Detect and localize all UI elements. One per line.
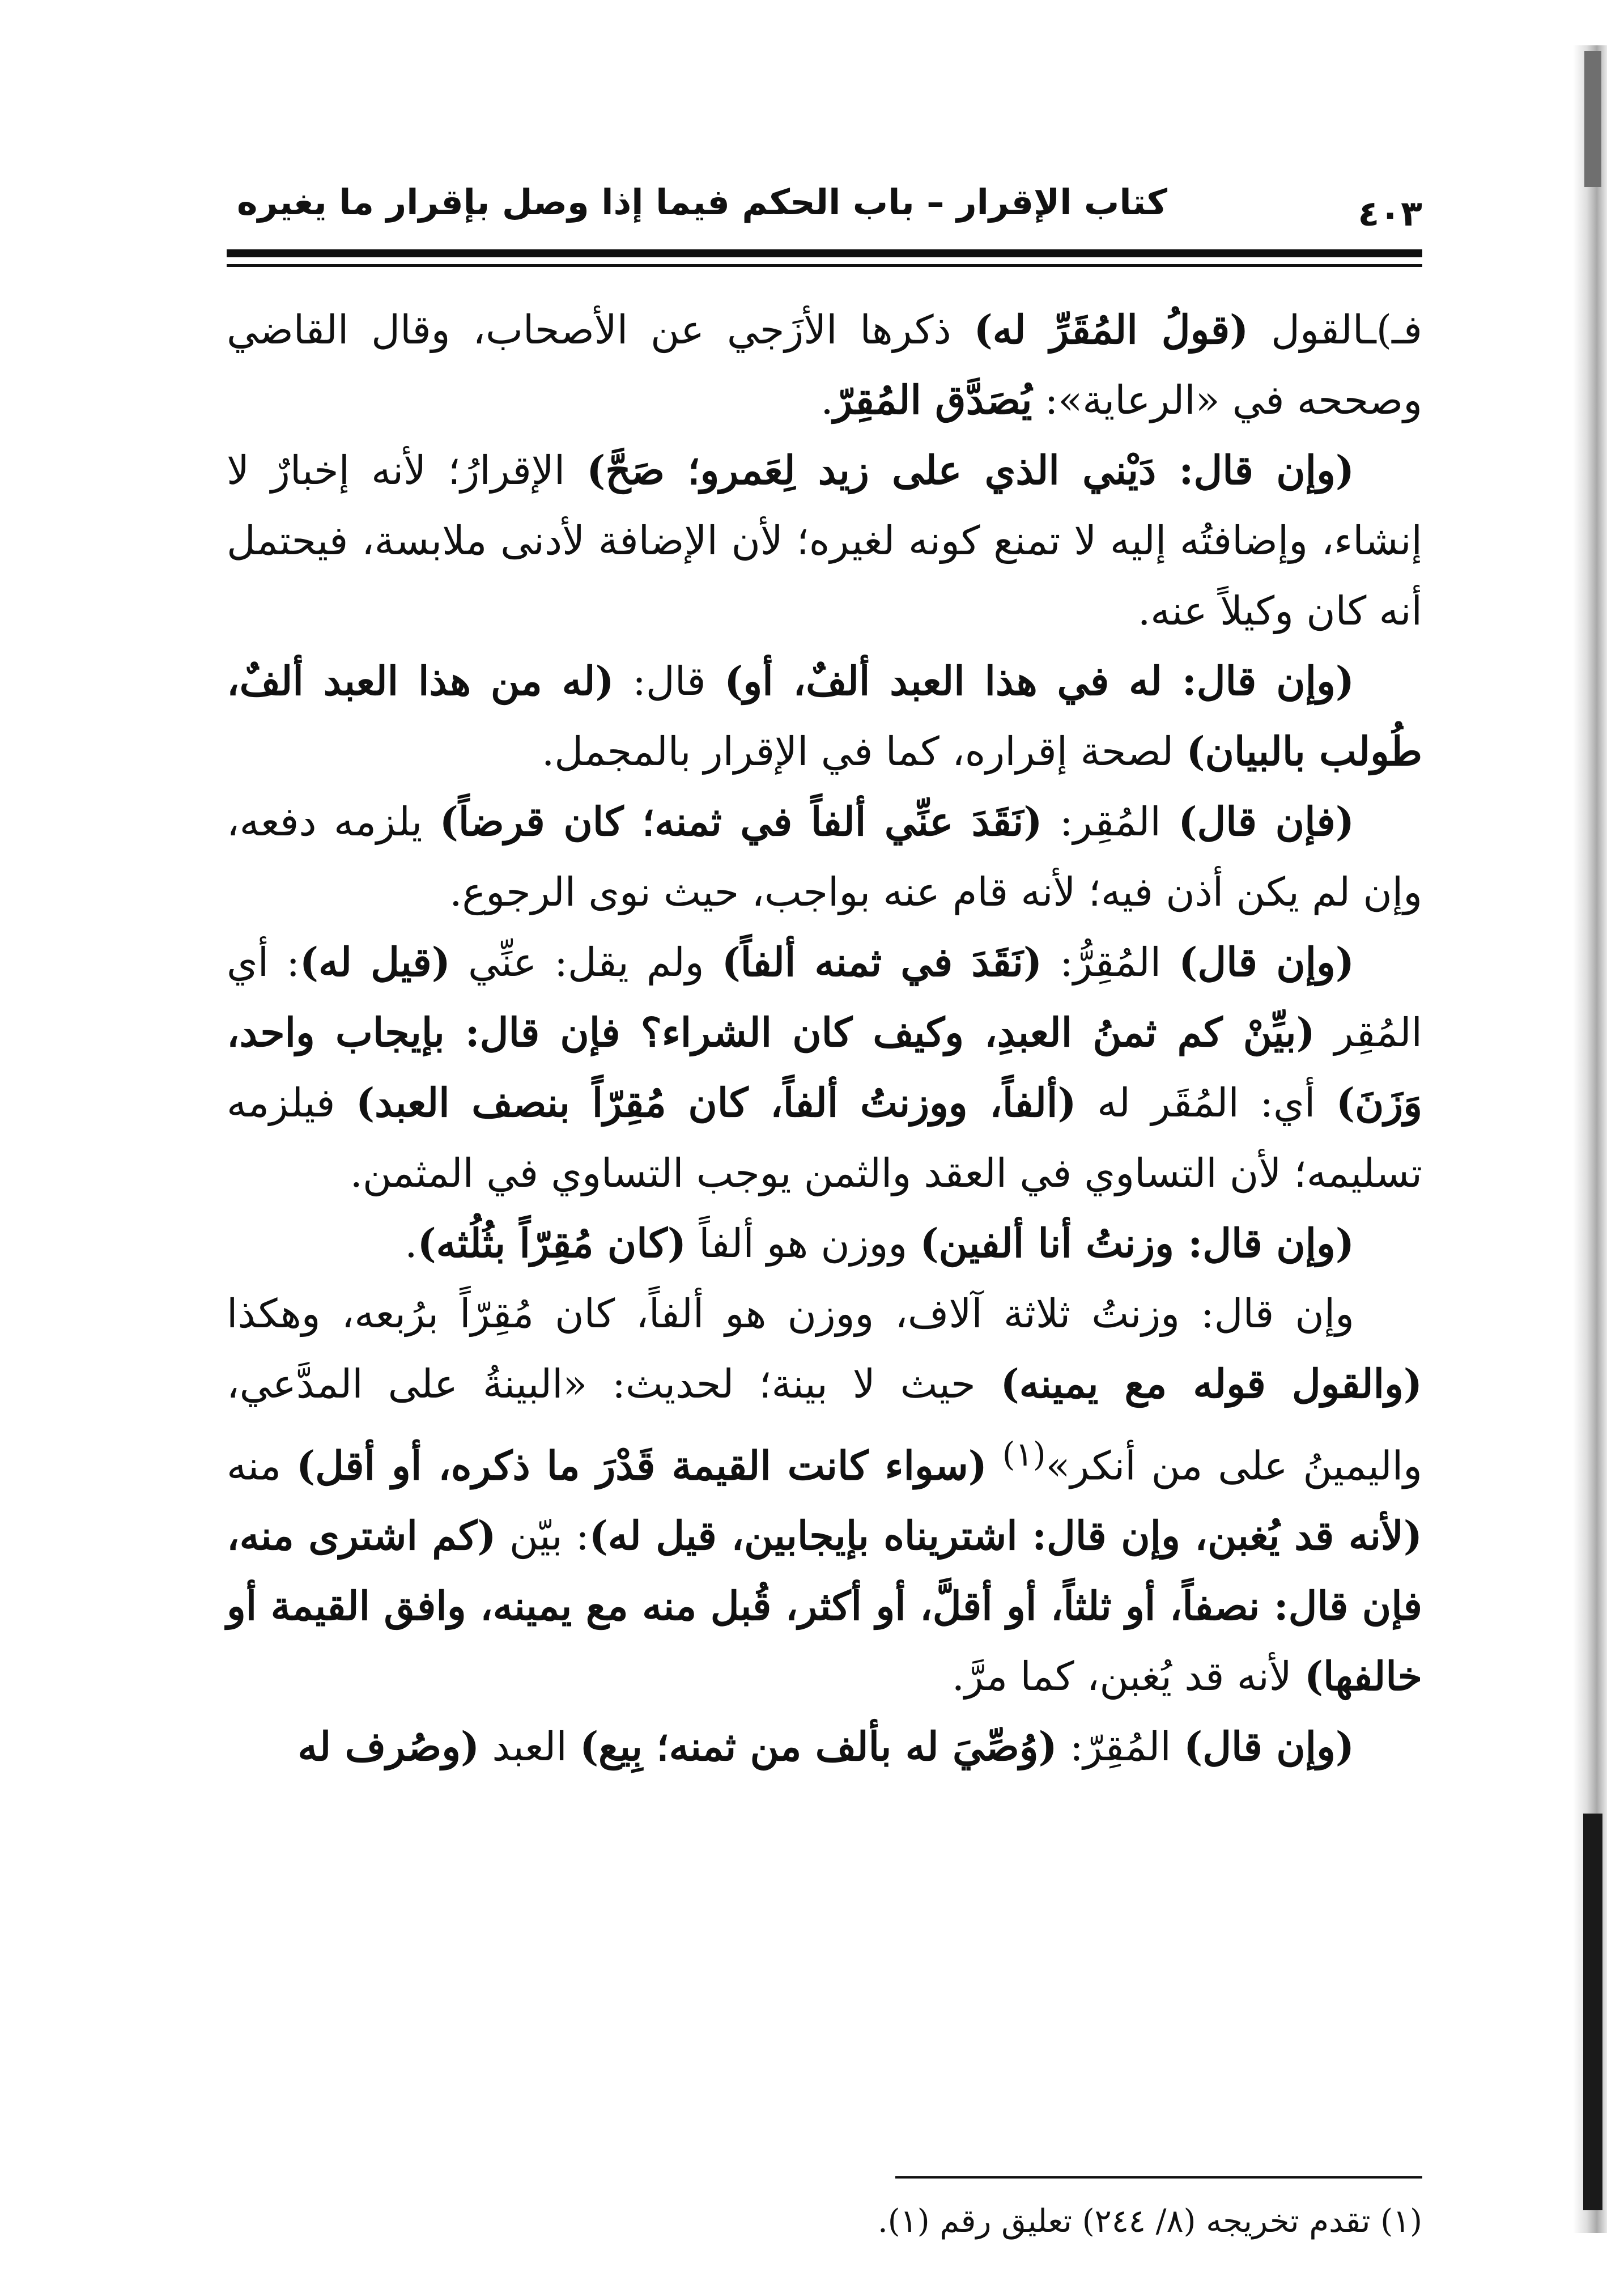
paragraph xyxy=(227,927,1422,1208)
sharh-text: فيلزمه تسليمه؛ لأن التساوي في العقد والثمن يوجب التساوي في المثمن. xyxy=(227,1080,1422,1196)
matn-text: (وإن قال: دَيْني الذي على زيد لِعَمرو؛ صَحَّ) xyxy=(586,447,1355,494)
matn-text: (نَقَدَ عنِّي ألفاً في ثمنه؛ كان قرضاً) xyxy=(439,798,1043,845)
book-spine-edge-top xyxy=(1584,51,1601,187)
matn-text: (كان مُقِرّاً بثُلُثه) xyxy=(417,1220,687,1267)
book-spine-edge-bottom xyxy=(1583,1814,1602,2210)
footnote: (١) تقدم تخريجه (٨/ ٢٤٤) تعليق رقم (١). xyxy=(877,2203,1422,2240)
sharh-text xyxy=(987,1442,1002,1489)
paragraph xyxy=(227,1712,1422,1782)
matn-text: (لأنه قد يُغبن، وإن قال: اشتريناه بإيجابين، قيل له) xyxy=(589,1512,1422,1560)
matn-text: (وإن قال: وزنتُ أنا ألفين) xyxy=(920,1220,1354,1267)
matn-text: (نَقَدَ في ثمنه ألفاً) xyxy=(721,939,1043,986)
matn-text: (سواء كانت القيمة قَدْرَ ما ذكره، أو أقل) xyxy=(296,1442,987,1489)
sharh-text: . xyxy=(820,377,834,423)
sharh-text: المُقِر: xyxy=(1042,799,1179,845)
matn-text: (وإن قال: له في هذا العبد ألفٌ، أو) xyxy=(724,657,1354,704)
sharh-text: يلزمه دفعه، وإن لم يكن أذن فيه؛ لأنه قام عنه بواجب، حيث نوى الرجوع. xyxy=(227,799,1422,915)
sharh-text: لصحة إقراره، كما في الإقرار بالمجمل. xyxy=(541,728,1187,775)
page-header xyxy=(227,170,1422,238)
matn-text: (له من هذا العبد ألفٌ، طُولب بالبيان) xyxy=(227,657,1422,775)
sharh-text: أي: المُقَر له xyxy=(1076,1080,1336,1126)
sharh-text: ولم يقل: عنِّي xyxy=(450,939,722,986)
matn-text: (قولُ المُقَرِّ له) xyxy=(973,306,1249,353)
sharh-text: حيث لا بينة؛ لحديث: «البينةُ على المدَّعي، واليمينُ على من أنكر» xyxy=(227,1361,1422,1489)
matn-text: (وإن قال) xyxy=(1184,1723,1354,1770)
paragraph xyxy=(227,435,1422,646)
matn-text: يُصَدَّق المُقِرّ xyxy=(833,376,1032,423)
matn-text: (فإن قال) xyxy=(1178,798,1355,845)
paragraph xyxy=(227,1208,1422,1279)
sharh-text: : بيّن xyxy=(496,1513,589,1560)
paragraph xyxy=(227,787,1422,927)
matn-text: (ألفاً، ووزنتُ ألفاً، كان مُقِرّاً بنصف العبد) xyxy=(356,1079,1077,1126)
sharh-text: فـ)ـالقول xyxy=(1248,307,1422,353)
paragraph xyxy=(227,646,1422,787)
sharh-text: الإقرارُ؛ لأنه إخبارٌ لا إنشاء، وإضافتُه إليه لا تمنع كونه لغيره؛ لأن الإضافة لأدنى ملابسة، فيحتمل أنه كان وكيلاً عنه. xyxy=(227,447,1422,634)
sharh-text: منه xyxy=(227,1442,297,1489)
sharh-text: . xyxy=(405,1220,418,1267)
sharh-text: وإن قال: وزنتُ ثلاثة آلاف، ووزن هو ألفاً، كان مُقِرّاً برُبعه، وهكذا xyxy=(227,1290,1354,1337)
body-text xyxy=(227,295,1422,1782)
page-number: ٤٠٣ xyxy=(1358,193,1422,234)
matn-text: (وصُرف له xyxy=(297,1723,480,1770)
sharh-text: العبد xyxy=(479,1723,580,1770)
header-rule-thin xyxy=(227,264,1422,267)
matn-text: (والقول قوله مع يمينه) xyxy=(1000,1360,1423,1407)
sharh-text: ووزن هو ألفاً xyxy=(686,1220,920,1267)
paragraph xyxy=(227,1279,1422,1712)
matn-text: (قيل له) xyxy=(299,939,450,986)
matn-text: (وإن قال) xyxy=(1179,939,1354,986)
running-title: كتاب الإقرار – باب الحكم فيما إذا وصل بإقرار ما يغيره xyxy=(236,181,1167,223)
sharh-text: المُقِرّ: xyxy=(1057,1723,1184,1770)
paragraph xyxy=(227,295,1422,435)
footnote-marker: (١) xyxy=(1002,1435,1046,1474)
footnote-separator xyxy=(895,2176,1422,2179)
sharh-text: المُقِرُّ: xyxy=(1042,939,1179,986)
matn-text: (وُصِّيَ له بألف من ثمنه؛ بِيع) xyxy=(580,1723,1057,1770)
sharh-text: لأنه قد يُغبن، كما مرَّ. xyxy=(951,1653,1304,1700)
matn-text: (بيِّنْ كم ثمنُ العبدِ، وكيف كان الشراء؟ فإن قال: بإيجاب واحد، وَزَنَ) xyxy=(227,1009,1422,1126)
sharh-text: : أي المُقِر xyxy=(227,939,1422,1056)
matn-text: (كم اشترى منه، فإن قال: نصفاً، أو ثلثاً، أو أقلَّ، أو أكثر، قُبل منه مع يمينه، وافق القيمة أو خالفها) xyxy=(227,1512,1422,1700)
header-rule-thick xyxy=(227,249,1422,257)
sharh-text: قال: xyxy=(614,658,725,704)
sharh-text: ذكرها الأزَجي عن الأصحاب، وقال القاضي وصححه في «الرعاية»: xyxy=(227,307,1422,423)
